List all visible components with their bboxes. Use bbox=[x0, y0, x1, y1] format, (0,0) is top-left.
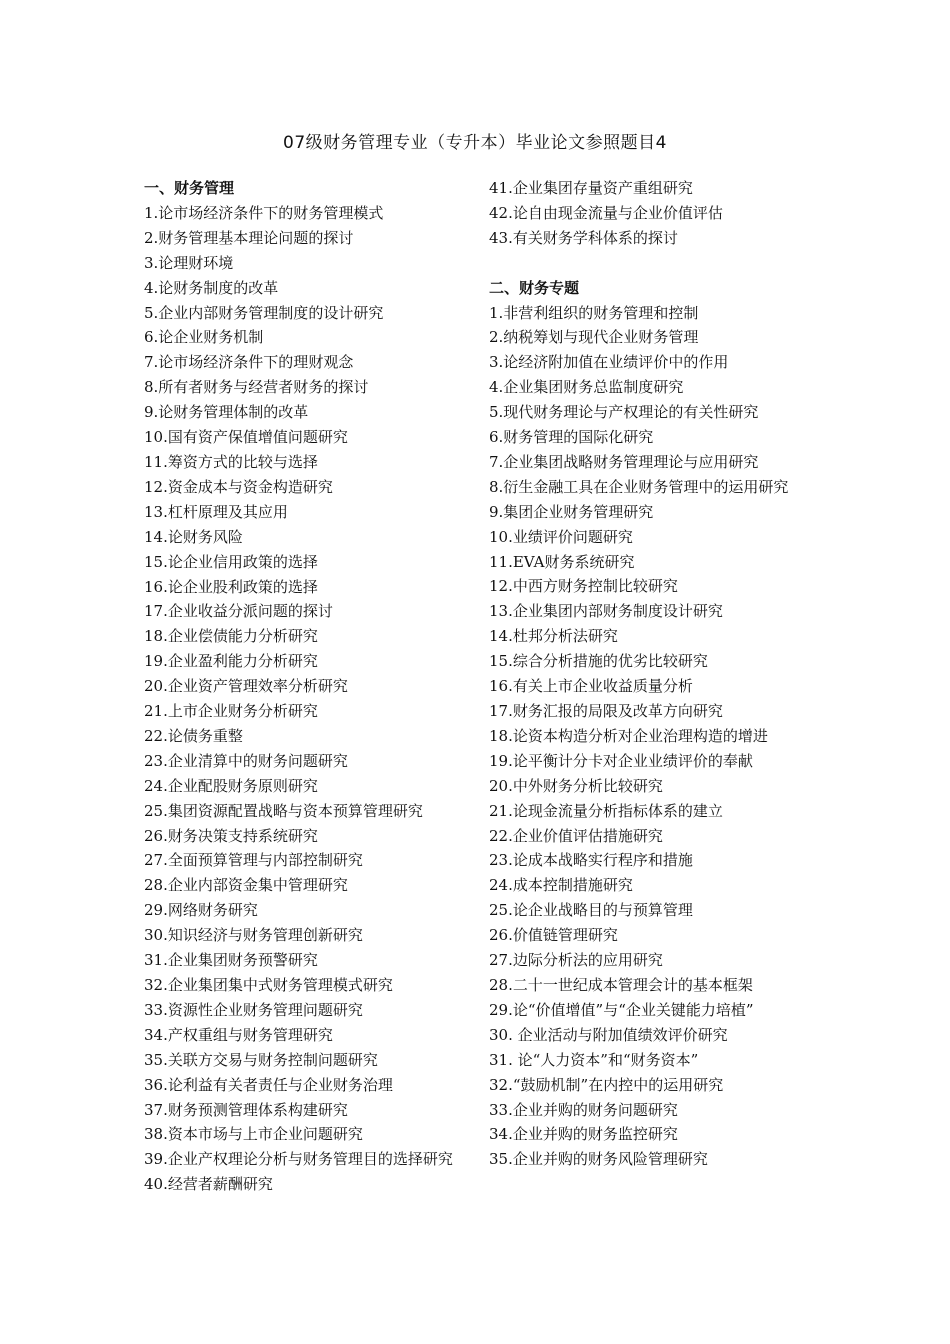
topic-item: 42.论自由现金流量与企业价值评估 bbox=[489, 203, 723, 222]
topic-item: 43.有关财务学科体系的探讨 bbox=[489, 228, 678, 247]
topic-item: 31. 论“人力资本”和“财务资本” bbox=[489, 1050, 699, 1069]
topic-item: 35.企业并购的财务风险管理研究 bbox=[489, 1150, 708, 1169]
topic-item: 32.“鼓励机制”在内控中的运用研究 bbox=[489, 1075, 724, 1094]
topic-item: 5.企业内部财务管理制度的设计研究 bbox=[144, 303, 384, 322]
topic-item: 28.企业内部资金集中管理研究 bbox=[144, 876, 348, 895]
topic-item: 29.网络财务研究 bbox=[144, 901, 258, 920]
topic-item: 2.纳税筹划与现代企业财务管理 bbox=[489, 328, 699, 347]
topic-item: 40.经营者薪酬研究 bbox=[144, 1175, 273, 1194]
topic-item: 11.筹资方式的比较与选择 bbox=[144, 452, 318, 471]
document-title: 07级财务管理专业（专升本）毕业论文参照题目4 bbox=[283, 133, 667, 153]
topic-item: 37.财务预测管理体系构建研究 bbox=[144, 1100, 348, 1119]
topic-item: 27.全面预算管理与内部控制研究 bbox=[144, 851, 363, 870]
topic-item: 3.论经济附加值在业绩评价中的作用 bbox=[489, 353, 729, 372]
topic-item: 38.资本市场与上市企业问题研究 bbox=[144, 1125, 363, 1144]
topic-item: 23.企业清算中的财务问题研究 bbox=[144, 751, 348, 770]
topic-item: 20.中外财务分析比较研究 bbox=[489, 776, 663, 795]
right-topic-list bbox=[489, 301, 819, 1173]
topic-item: 12.中西方财务控制比较研究 bbox=[489, 577, 678, 596]
topic-item: 9.集团企业财务管理研究 bbox=[489, 502, 654, 521]
topic-item: 26.价值链管理研究 bbox=[489, 926, 618, 945]
topic-item: 33.企业并购的财务问题研究 bbox=[489, 1100, 678, 1119]
topic-item: 5.现代财务理论与产权理论的有关性研究 bbox=[489, 403, 759, 422]
right-column bbox=[489, 176, 819, 1172]
topic-item: 3.论理财环境 bbox=[144, 253, 234, 272]
topic-item: 21.上市企业财务分析研究 bbox=[144, 702, 318, 721]
topic-item: 17.财务汇报的局限及改革方向研究 bbox=[489, 702, 723, 721]
topic-item: 1.论市场经济条件下的财务管理模式 bbox=[144, 203, 384, 222]
topic-item: 6.财务管理的国际化研究 bbox=[489, 428, 654, 447]
topic-item: 1.非营利组织的财务管理和控制 bbox=[489, 303, 699, 322]
topic-item: 24.成本控制措施研究 bbox=[489, 876, 633, 895]
topic-item: 36.论利益有关者责任与企业财务治理 bbox=[144, 1075, 393, 1094]
topic-item: 16.有关上市企业收益质量分析 bbox=[489, 677, 693, 696]
topic-item: 29.论“价值增值”与“企业关键能力培植” bbox=[489, 1000, 754, 1019]
section-spacer bbox=[489, 251, 819, 276]
topic-item: 4.论财务制度的改革 bbox=[144, 278, 279, 297]
topic-item: 13.企业集团内部财务制度设计研究 bbox=[489, 602, 723, 621]
topic-item: 8.衍生金融工具在企业财务管理中的运用研究 bbox=[489, 477, 789, 496]
topic-item: 17.企业收益分派问题的探讨 bbox=[144, 602, 333, 621]
topic-item: 16.论企业股利政策的选择 bbox=[144, 577, 318, 596]
topic-item: 13.杠杆原理及其应用 bbox=[144, 502, 288, 521]
topic-item: 6.论企业财务机制 bbox=[144, 328, 264, 347]
topic-item: 4.企业集团财务总监制度研究 bbox=[489, 378, 684, 397]
topic-item: 23.论成本战略实行程序和措施 bbox=[489, 851, 693, 870]
topic-item: 15.综合分析措施的优劣比较研究 bbox=[489, 652, 708, 671]
topic-item: 2.财务管理基本理论问题的探讨 bbox=[144, 228, 354, 247]
topic-item: 24.企业配股财务原则研究 bbox=[144, 776, 318, 795]
topic-item: 14.论财务风险 bbox=[144, 527, 243, 546]
topic-item: 12.资金成本与资金构造研究 bbox=[144, 477, 333, 496]
topic-item: 10.业绩评价问题研究 bbox=[489, 527, 633, 546]
right-topic-list-continued bbox=[489, 176, 819, 251]
topic-item: 20.企业资产管理效率分析研究 bbox=[144, 677, 348, 696]
topic-item: 30. 企业活动与附加值绩效评价研究 bbox=[489, 1025, 728, 1044]
topic-item: 18.论资本构造分析对企业治理构造的增进 bbox=[489, 726, 768, 745]
topic-item: 34.企业并购的财务监控研究 bbox=[489, 1125, 678, 1144]
topic-item: 33.资源性企业财务管理问题研究 bbox=[144, 1000, 363, 1019]
topic-item: 7.企业集团战略财务管理理论与应用研究 bbox=[489, 452, 759, 471]
topic-item: 14.杜邦分析法研究 bbox=[489, 627, 618, 646]
topic-item: 26.财务决策支持系统研究 bbox=[144, 826, 318, 845]
topic-item: 41.企业集团存量资产重组研究 bbox=[489, 179, 693, 197]
topic-item: 22.企业价值评估措施研究 bbox=[489, 826, 663, 845]
section-heading-financial-management: 一、财务管理 bbox=[144, 179, 235, 197]
topic-item: 19.企业盈利能力分析研究 bbox=[144, 652, 318, 671]
topic-item: 28.二十一世纪成本管理会计的基本框架 bbox=[489, 975, 753, 994]
topic-item: 21.论现金流量分析指标体系的建立 bbox=[489, 801, 723, 820]
topic-item: 7.论市场经济条件下的理财观念 bbox=[144, 353, 354, 372]
topic-item: 25.论企业战略目的与预算管理 bbox=[489, 901, 693, 920]
topic-item: 11.EVA财务系统研究 bbox=[489, 552, 635, 571]
topic-item: 27.边际分析法的应用研究 bbox=[489, 951, 663, 970]
topic-item: 35.关联方交易与财务控制问题研究 bbox=[144, 1050, 378, 1069]
topic-item: 39.企业产权理论分析与财务管理目的选择研究 bbox=[144, 1150, 453, 1169]
left-topic-list bbox=[144, 201, 474, 1197]
topic-item: 30.知识经济与财务管理创新研究 bbox=[144, 926, 363, 945]
topic-item: 32.企业集团集中式财务管理模式研究 bbox=[144, 976, 393, 994]
topic-item: 8.所有者财务与经营者财务的探讨 bbox=[144, 378, 369, 397]
topic-item: 10.国有资产保值增值问题研究 bbox=[144, 428, 348, 447]
topic-item: 22.论债务重整 bbox=[144, 726, 243, 745]
section-heading-finance-topics: 二、财务专题 bbox=[489, 278, 580, 297]
left-column bbox=[144, 176, 474, 1197]
topic-item: 25.集团资源配置战略与资本预算管理研究 bbox=[144, 801, 423, 820]
topic-item: 31.企业集团财务预警研究 bbox=[144, 951, 318, 970]
topic-item: 19.论平衡计分卡对企业业绩评价的奉献 bbox=[489, 751, 753, 770]
topic-item: 9.论财务管理体制的改革 bbox=[144, 403, 309, 422]
topic-item: 15.论企业信用政策的选择 bbox=[144, 552, 318, 571]
topic-item: 34.产权重组与财务管理研究 bbox=[144, 1025, 333, 1044]
topic-item: 18.企业偿债能力分析研究 bbox=[144, 627, 318, 646]
